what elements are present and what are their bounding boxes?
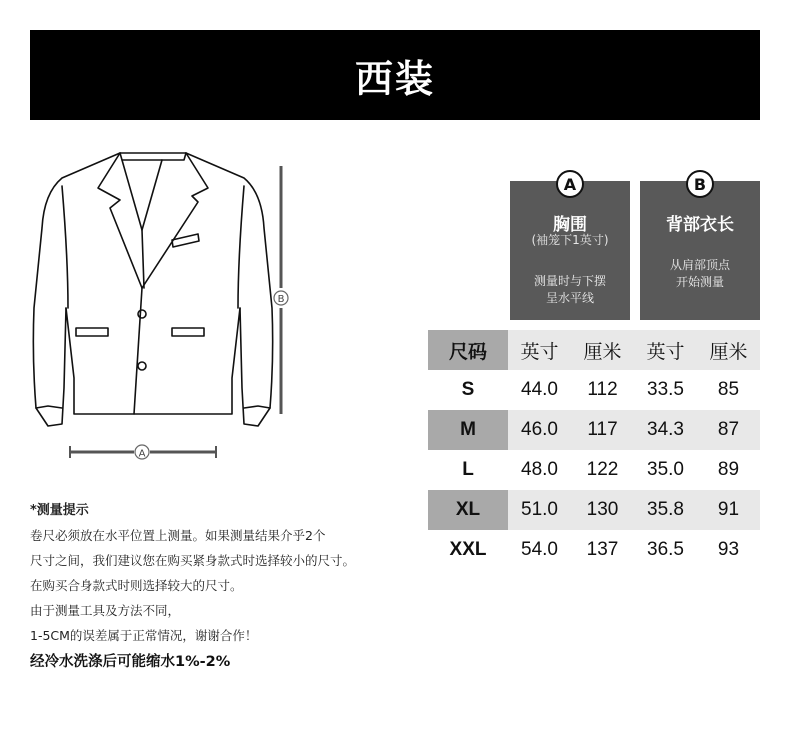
value-cell: 122 [586, 459, 619, 480]
measure-a-badge: A [556, 170, 584, 198]
value-cell: 112 [587, 379, 618, 400]
size-table [428, 330, 760, 570]
measure-a-desc-line: 呈水平线 [545, 291, 594, 305]
measure-b-name: 背部衣长 [666, 215, 734, 235]
notes-line: 在购买合身款式时则选择较大的尺寸。 [30, 578, 243, 593]
measure-a-desc [510, 273, 630, 307]
size-cell: S [461, 379, 475, 400]
table-row [428, 370, 760, 410]
table-row [428, 450, 760, 490]
header-size: 尺码 [428, 330, 508, 370]
table-row [428, 490, 760, 530]
value-cell: 48.0 [521, 459, 558, 480]
table-row [428, 530, 760, 570]
size-cell: M [428, 410, 508, 450]
header-cm-a: 厘米 [571, 330, 634, 370]
measure-a-desc-line: 测量时与下摆 [533, 274, 606, 288]
value-cell: 89 [717, 459, 740, 480]
notes-line: 尺寸之间，我们建议您在购买紧身款式时选择较小的尺寸。 [30, 553, 356, 568]
jacket-diagram [22, 138, 302, 468]
value-cell: 51.0 [508, 490, 571, 530]
size-cell: XXL [449, 539, 487, 560]
notes-line: 1-5CM的误差属于正常情况，谢谢合作！ [30, 628, 258, 643]
value-cell: 117 [571, 410, 634, 450]
value-cell: 85 [717, 379, 740, 400]
measure-b-badge: B [686, 170, 714, 198]
table-row [428, 410, 760, 450]
notes-line: 卷尺必须放在水平位置上测量。如果测量结果介乎2个 [30, 528, 326, 543]
value-cell: 35.8 [634, 490, 697, 530]
value-cell: 130 [571, 490, 634, 530]
measure-a-card [510, 181, 630, 320]
value-cell: 44.0 [521, 379, 558, 400]
measurement-notes [30, 498, 355, 675]
header-cm-b: 厘米 [697, 330, 760, 370]
page-title: 西装 [30, 30, 760, 120]
value-cell: 46.0 [508, 410, 571, 450]
value-cell: 33.5 [647, 379, 684, 400]
header-inch-b: 英寸 [634, 330, 697, 370]
size-cell: L [462, 459, 474, 480]
notes-title: *测量提示 [30, 503, 89, 518]
measure-b-desc-line: 开始测量 [675, 275, 724, 289]
size-cell: XL [428, 490, 508, 530]
header-inch-a: 英寸 [508, 330, 571, 370]
measure-a-name: 胸围 [553, 215, 587, 235]
value-cell: 34.3 [634, 410, 697, 450]
measure-a-sub: (袖笼下1英寸) [531, 233, 609, 247]
notes-line: 由于测量工具及方法不同， [30, 603, 181, 618]
measure-b-card [640, 181, 760, 320]
value-cell: 93 [717, 539, 740, 560]
diagram-label-a: A [138, 448, 146, 460]
value-cell: 54.0 [521, 539, 558, 560]
value-cell: 35.0 [647, 459, 684, 480]
measure-b-desc-line: 从肩部顶点 [669, 258, 730, 272]
table-header-row [428, 330, 760, 370]
diagram-label-b: B [277, 294, 285, 305]
value-cell: 87 [697, 410, 760, 450]
shrink-note: 经冷水洗涤后可能缩水1%-2% [30, 654, 231, 670]
value-cell: 36.5 [647, 539, 684, 560]
value-cell: 137 [586, 539, 619, 560]
measure-b-desc [640, 257, 760, 291]
value-cell: 91 [697, 490, 760, 530]
